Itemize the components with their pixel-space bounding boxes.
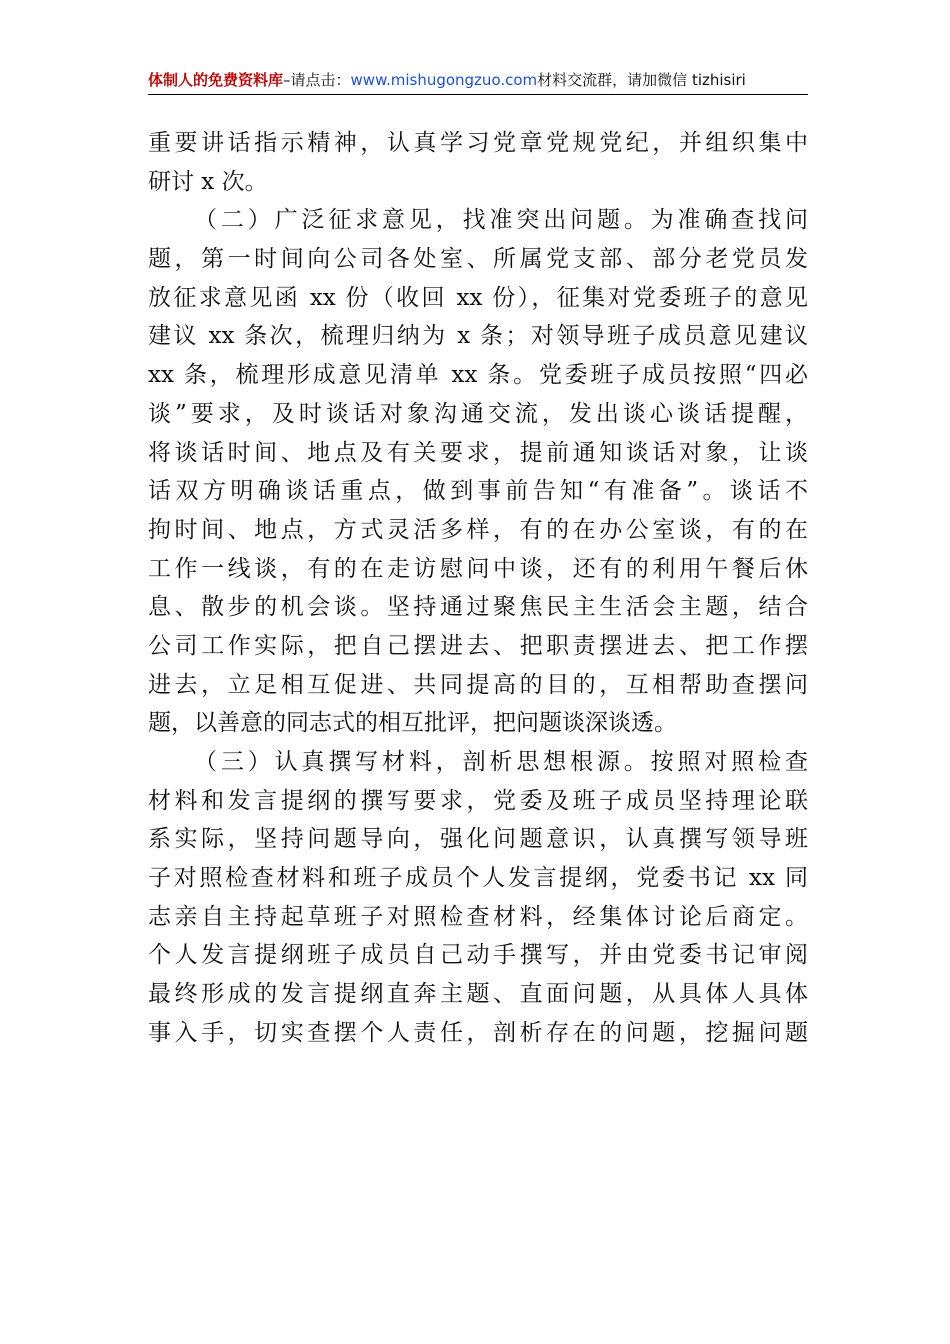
text-line: 材料和发言提纲的撰写要求，党委及班子成员坚持理论联 (148, 787, 808, 814)
text-line: 建议 xx 条次，梳理归纳为 x 条；对领导班子成员意见建议 (148, 323, 808, 350)
text-line: 题，第一时间向公司各处室、所属党支部、部分老党员发 (148, 246, 808, 273)
text-line: 将谈话时间、地点及有关要求，提前通知谈话对象，让谈 (148, 439, 808, 466)
text-line: 最终形成的发言提纲直奔主题、直面问题，从具体人具体 (148, 981, 808, 1008)
text-line: 话双方明确谈话重点，做到事前告知“有准备”。谈话不 (148, 478, 808, 505)
paragraph-heading-line: （三）认真撰写材料，剖析思想根源。按照对照检查 (194, 749, 808, 775)
text-line: 谈”要求，及时谈话对象沟通交流，发出谈心谈话提醒， (148, 400, 808, 427)
text-line: 研讨 x 次。 (148, 168, 268, 195)
document-body (148, 124, 808, 1053)
text-line: xx 条，梳理形成意见清单 xx 条。党委班子成员按照“四必 (148, 362, 808, 389)
text-line: 个人发言提纲班子成员自己动手撰写，并由党委书记审阅 (148, 942, 808, 969)
header-brand: 体制人的免费资料库 (148, 71, 284, 89)
text-line: 志亲自主持起草班子对照检查材料，经集体讨论后商定。 (148, 903, 808, 930)
text-line: 系实际，坚持问题导向，强化问题意识，认真撰写领导班 (148, 826, 808, 853)
text-line: 放征求意见函 xx 份（收回 xx 份），征集对党委班子的意见 (148, 284, 808, 311)
text-line: 题，以善意的同志式的相互批评，把问题谈深谈透。 (148, 710, 677, 737)
header-url-link[interactable]: www.mishugongzuo.com (350, 71, 538, 89)
text-line: 子对照检查材料和班子成员个人发言提纲，党委书记 xx 同 (148, 865, 808, 892)
paragraph-heading-line: （二）广泛征求意见，找准突出问题。为准确查找问 (194, 207, 808, 234)
text-line: 拘时间、地点，方式灵活多样，有的在办公室谈，有的在 (148, 516, 808, 543)
header-suffix: 材料交流群，请加微信 tizhisiri (537, 71, 746, 89)
header-prefix: –请点击： (283, 71, 351, 89)
text-line: 重要讲话指示精神，认真学习党章党规党纪，并组织集中 (148, 130, 808, 156)
text-line: 进去，立足相互促进、共同提高的目的，互相帮助查摆问 (148, 671, 808, 698)
text-line: 息、散步的机会谈。坚持通过聚焦民主生活会主题，结合 (148, 594, 808, 621)
page-header (148, 66, 808, 95)
text-line: 公司工作实际，把自己摆进去、把职责摆进去、把工作摆 (148, 632, 808, 659)
text-line: 工作一线谈，有的在走访慰问中谈，还有的利用午餐后休 (148, 555, 808, 582)
text-line: 事入手，切实查摆个人责任，剖析存在的问题，挖掘问题 (148, 1019, 808, 1046)
